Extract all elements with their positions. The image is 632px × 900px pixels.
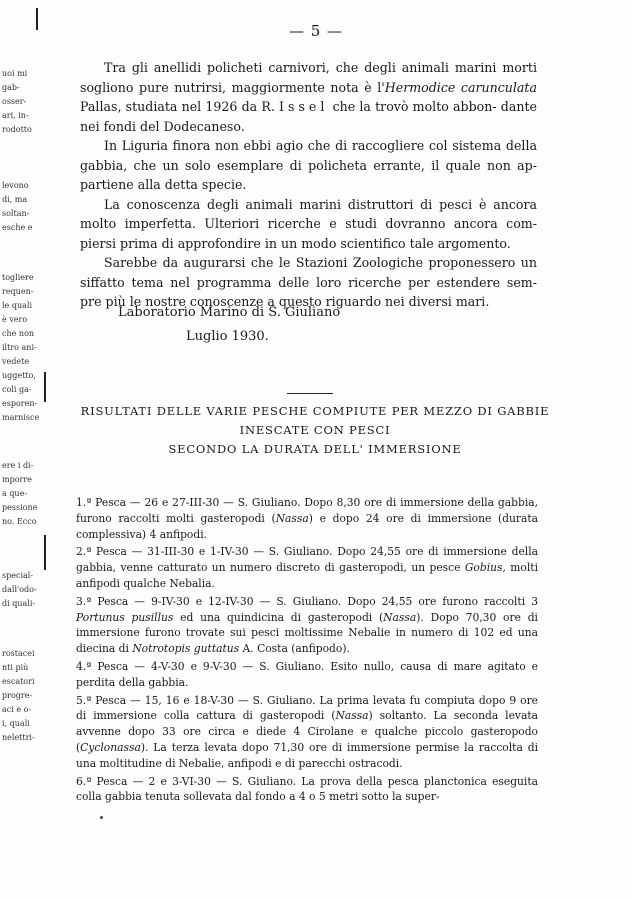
signature-date: Luglio 1930. [186, 329, 269, 344]
margin-fragment: iltro ani- [2, 343, 37, 352]
margin-fragment: è vero [2, 315, 28, 324]
entry-text: Pesca — 31-III-30 e 1-IV-30 — S. Giuliano. Dopo 24,55 ore di immersione della gabbia, venne catturato un numero discreto di gasteropodi, un pesce [76, 545, 538, 575]
page-number: — 5 — [288, 22, 344, 40]
margin-fragment: coli ga- [2, 385, 32, 394]
margin-fragment: i, quali [2, 719, 30, 728]
entry-text: Pesca — 2 e 3-VI-30 — S. Giuliano. La prova della pesca planctonica eseguita colla gabbia tenuta sollevata dal fondo a 4 o 5 metri sotto la super- [76, 774, 539, 804]
margin-fragment: uoi mi [2, 69, 28, 78]
margin-fragment: di, ma [2, 195, 28, 204]
margin-fragment: no. Ecco [2, 517, 37, 526]
paragraph [80, 195, 537, 254]
margin-fragment: dall'odo- [2, 585, 37, 594]
paragraph [80, 58, 537, 136]
text-line: dante nei fondi del Dodecaneso. [80, 99, 537, 134]
margin-fragment: requen- [2, 287, 34, 296]
text-line: Sarebbe da augurarsi che le Stazioni Zoologiche proponessero un [104, 255, 537, 270]
entry-number: 3.ª [76, 594, 98, 608]
margin-fragment: le quali [2, 301, 32, 310]
entry-text: ) soltanto. La seconda levata avvenne dopo 33 ore circa e diede 4 Cirolane e qualche piccolo gasteropodo ( [76, 709, 539, 754]
margin-fragment: uggetto, [2, 371, 36, 380]
margin-fragment: esche e [2, 223, 33, 232]
margin-fragment: rodotto [2, 125, 32, 134]
entry-text: , molti anfipodi qualche Nebalia. [76, 561, 538, 590]
footer-mark [100, 816, 103, 819]
margin-fragment: ari, in- [2, 111, 29, 120]
species-name: Nassa [335, 709, 369, 723]
species-name: Nassa [275, 511, 309, 525]
species-name: Nassa [383, 610, 417, 624]
species-name: Gobius [464, 561, 503, 575]
margin-fragment: esporen- [2, 399, 38, 408]
entry-text: A. Costa (anfipodo). [239, 642, 350, 656]
entry-text: Pesca — 15, 16 e 18-V-30 — S. Giuliano. La prima levata fu compiuta dopo 9 ore di immersione colla cattura di gasteropodi ( [76, 693, 539, 723]
paragraph [80, 253, 537, 312]
result-entry [76, 495, 538, 542]
text-line: piersi prima di approfondire in un modo scientifico tale argomento. [80, 235, 511, 251]
margin-fragment: mporre [2, 475, 32, 484]
margin-fragment: rostacei [2, 649, 35, 658]
section-heading-line2: INESCATE CON PESCI [239, 423, 391, 437]
margin-fragment: pessione [2, 503, 38, 512]
text-line: sogliono pure nutrirsi, maggiormente nota è l' [80, 79, 385, 95]
entry-text: ). Dopo 70,30 ore di immersione furono trovate sui pesci moltissime Nebalie in numero di 102 ed una diecina di [76, 610, 538, 656]
entry-number: 4.ª [76, 659, 98, 673]
entry-text: ) e dopo 24 ore di immersione (durata complessiva) 4 anfipodi. [76, 511, 539, 541]
margin-fragment: a que- [2, 489, 28, 498]
entry-number: 2.ª [76, 545, 97, 559]
entry-number: 5.ª [76, 693, 96, 707]
result-entry [76, 693, 538, 772]
section-divider [287, 393, 333, 394]
text-line: gabbia, che un solo esemplare di policheta errante, il quale non ap- [80, 157, 537, 173]
entry-number: 6.ª [76, 774, 97, 788]
entry-text: Pesca — 9-IV-30 e 12-IV-30 — S. Giuliano. Dopo 24,55 ore furono raccolti 3 [97, 594, 539, 608]
species-name: Notrotopis guttatus [132, 642, 240, 656]
signature-place: Laboratorio Marino di S. Giuliano [118, 305, 341, 320]
body-text [80, 58, 537, 312]
left-margin-fragments [0, 60, 40, 780]
species-name: Hermodice carunculata [384, 79, 537, 95]
results-list [76, 495, 538, 807]
margin-fragment: togliere [2, 273, 34, 282]
margin-fragment: marnisce [2, 413, 40, 422]
margin-fragment: osser- [2, 97, 27, 106]
text-line: molto imperfetta. Ulteriori ricerche e studi dovranno ancora com- [80, 216, 537, 231]
text-line: siffatto tema nel programma delle loro ricerche per estendere sem- [80, 274, 537, 290]
result-entry [76, 659, 538, 691]
result-entry [76, 774, 538, 806]
section-heading-line1: RISULTATI DELLE VARIE PESCHE COMPIUTE PER MEZZO DI GABBIE [80, 404, 550, 418]
margin-fragment: aci e o- [2, 705, 32, 714]
author-name: Issel [279, 99, 329, 114]
text-line: pre più le nostre conoscenze a questo riguardo nei diversi mari. [80, 294, 490, 309]
margin-fragment: ere i di- [2, 461, 34, 470]
margin-rule [44, 372, 46, 402]
result-entry [76, 594, 538, 657]
text-line: che la trovò molto abbon- [328, 99, 497, 114]
margin-fragment: levono [2, 181, 29, 190]
margin-fragment: soltan- [2, 209, 30, 218]
entry-text: ed una quindicina di gasteropodi ( [173, 610, 384, 624]
entry-text: Pesca — 4-V-30 e 9-V-30 — S. Giuliano. Esito nullo, causa di mare agitato e perdita della gabbia. [76, 659, 538, 689]
text-line: Pallas, studiata nel 1926 da R. [80, 99, 280, 114]
margin-fragment: gab- [2, 83, 20, 92]
margin-rule [36, 8, 38, 30]
species-name: Portunus pusillus [76, 610, 174, 624]
paragraph [80, 136, 537, 195]
margin-fragment: vedete [2, 357, 30, 366]
text-line: partiene alla detta specie. [80, 177, 247, 192]
text-line: La conoscenza degli animali marini distruttori di pesci è ancora [104, 196, 537, 212]
margin-fragment: nelettri- [2, 733, 35, 742]
entry-text: ). La terza levata dopo 71,30 ore di immersione permise la raccolta di una moltitudine di Nebalie, anfipodi e di parecchi ostracodi. [76, 740, 538, 770]
entry-number: 1.ª [76, 496, 96, 509]
text-line: Tra gli anellidi policheti carnivori, che degli animali marini morti [104, 60, 537, 75]
margin-rule [44, 535, 46, 570]
entry-text: Pesca — 26 e 27-III-30 — S. Giuliano. Dopo 8,30 ore di immersione della gabbia, furono raccolti molti gasteropodi ( [76, 496, 538, 525]
species-name: Cyclonassa [80, 740, 141, 754]
result-entry [76, 544, 538, 591]
margin-fragment: che non [2, 329, 35, 338]
margin-fragment: progre- [2, 691, 33, 700]
margin-fragment: di quali- [2, 599, 36, 608]
margin-fragment: nti più [2, 663, 29, 672]
section-heading-line3: SECONDO LA DURATA DELL' IMMERSIONE [168, 442, 462, 456]
margin-fragment: escatori [2, 677, 35, 686]
margin-fragment: special- [2, 571, 34, 580]
text-line: In Liguria finora non ebbi agio che di raccogliere col sistema della [104, 138, 537, 153]
